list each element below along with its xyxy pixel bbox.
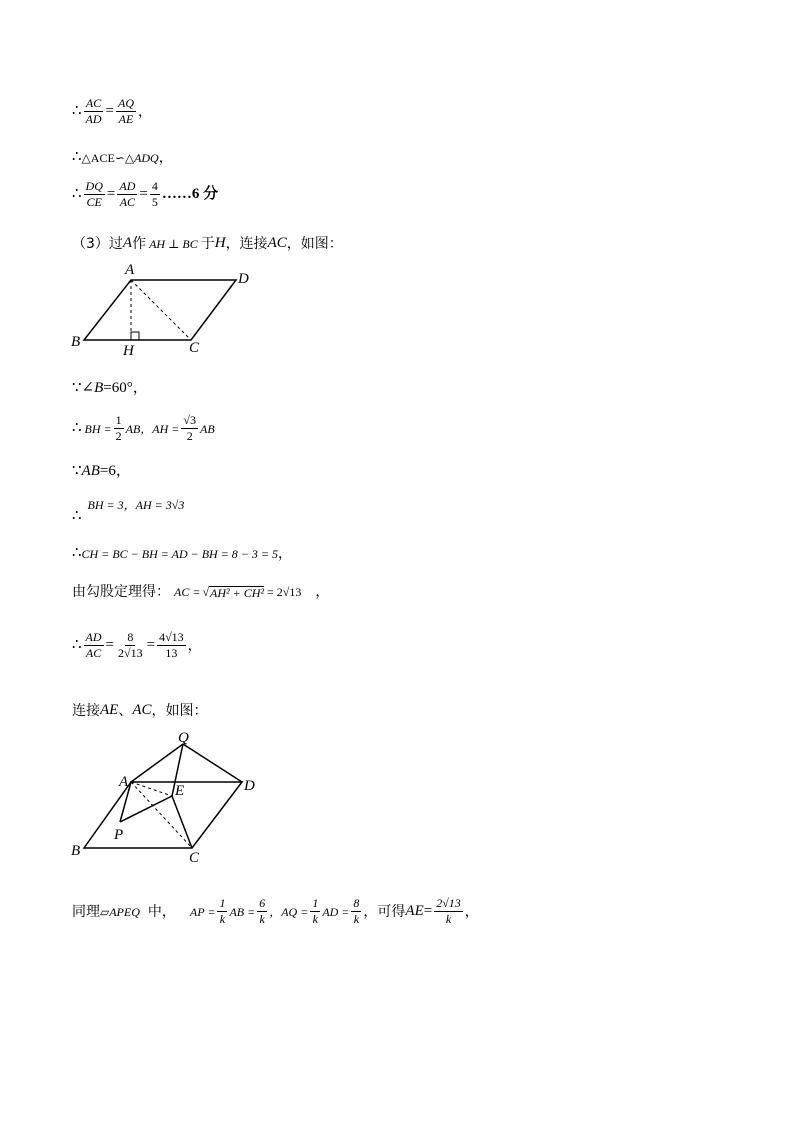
fraction: $\frac{DQ}{CE}$ [85, 179, 103, 210]
line-ratio-ac-ad: ∴ $\frac{AC}{AD}$ = $\frac{AQ}{AE}$ ， [72, 96, 153, 127]
fraction: $\frac{1}{k}$ [312, 896, 319, 927]
line-similar-triangles: ∴ △ACE∽△ ADQ ， [72, 149, 173, 166]
label-q: Q [178, 730, 189, 746]
label-a: A [119, 774, 129, 790]
fraction: $\frac{4}{5}$ [151, 179, 158, 210]
label-b: B [71, 334, 81, 350]
fraction: $\frac{AD}{AC}$ [119, 179, 136, 210]
line-ratio-ad-ac: ∴ $\frac{AD}{AC}$ = $\frac{8}{2√13}$ = $\frac{4√13}{13}$ ， [72, 630, 202, 661]
label-d: D [238, 271, 249, 287]
label-p: P [114, 827, 124, 843]
fraction: $\frac{8}{k}$ [353, 896, 360, 927]
label-c: C [189, 340, 200, 356]
line-part3-intro: （3）过 A 作 AH ⊥ BC 于 H ，连接 AC ，如图： [72, 235, 343, 252]
label-h: H [123, 343, 134, 358]
fraction: $\frac{6}{k}$ [259, 896, 266, 927]
line-bh-ah: ∴ BH = $\frac{1}{2}$ AB，AH = $\frac{√3}{2}$ AB [72, 413, 215, 444]
segment-qd [183, 744, 242, 782]
fraction: $\frac{√3}{2}$ [183, 413, 196, 444]
line-ab-value: ∵ AB =6， [72, 463, 131, 479]
label-a: A [125, 262, 135, 278]
label-b: B [71, 843, 81, 859]
score-label: ……6 分 [161, 186, 219, 203]
line-ratio-dq-ce: ∴ $\frac{DQ}{CE}$ = $\frac{AD}{AC}$ = $\frac{4}{5}$ ……6 分 [72, 179, 219, 210]
fraction: $\frac{AQ}{AE}$ [118, 96, 135, 127]
segment-ae [131, 782, 172, 796]
therefore-symbol: ∴ [72, 103, 82, 120]
line-pythagoras: 由勾股定理得： AC = √ AH² + CH² = 2√13 ， [72, 584, 330, 600]
parallelogram-abcd [84, 280, 236, 340]
line-similar-apeq: 同理 ▱APEQ 中， AP = $\frac{1}{k}$ AB = $\frac{6}{k}$ ，AQ = $\frac{1}{k}$ AD = $\frac{8}{k}$ ，可得 AE = $\frac{2√13}{k}$ ， [72, 896, 479, 927]
parallelogram-figure-1 [66, 258, 266, 358]
fraction: $\frac{AC}{AD}$ [85, 96, 102, 127]
fraction: $\frac{AD}{AC}$ [85, 630, 102, 661]
label-c: C [189, 850, 200, 866]
line-ch: ∴ CH = BC − BH = AD − BH = 8 − 3 = 5 ， [72, 545, 293, 562]
fraction: $\frac{1}{2}$ [115, 413, 122, 444]
fraction: $\frac{2√13}{k}$ [436, 896, 461, 927]
label-d: D [244, 778, 255, 794]
parallelogram-figure-2 [66, 726, 266, 866]
diagonal-ac [131, 280, 191, 340]
fraction: $\frac{4√13}{13}$ [159, 630, 184, 661]
parallelogram-abcd [84, 782, 242, 848]
right-angle-mark [131, 332, 139, 340]
line-angle-b: ∵∠ B =60°， [72, 380, 148, 396]
segment-ec [172, 796, 192, 848]
fraction: $\frac{1}{k}$ [219, 896, 226, 927]
segment-aq [131, 744, 183, 782]
fraction: $\frac{8}{2√13}$ [118, 630, 143, 661]
line-connect-ae-ac: 连接 AE 、 AC ，如图： [72, 702, 208, 719]
label-e: E [175, 783, 185, 799]
line-bh-ah-values: ∴ BH = 3，AH = 3√3 [72, 497, 185, 524]
